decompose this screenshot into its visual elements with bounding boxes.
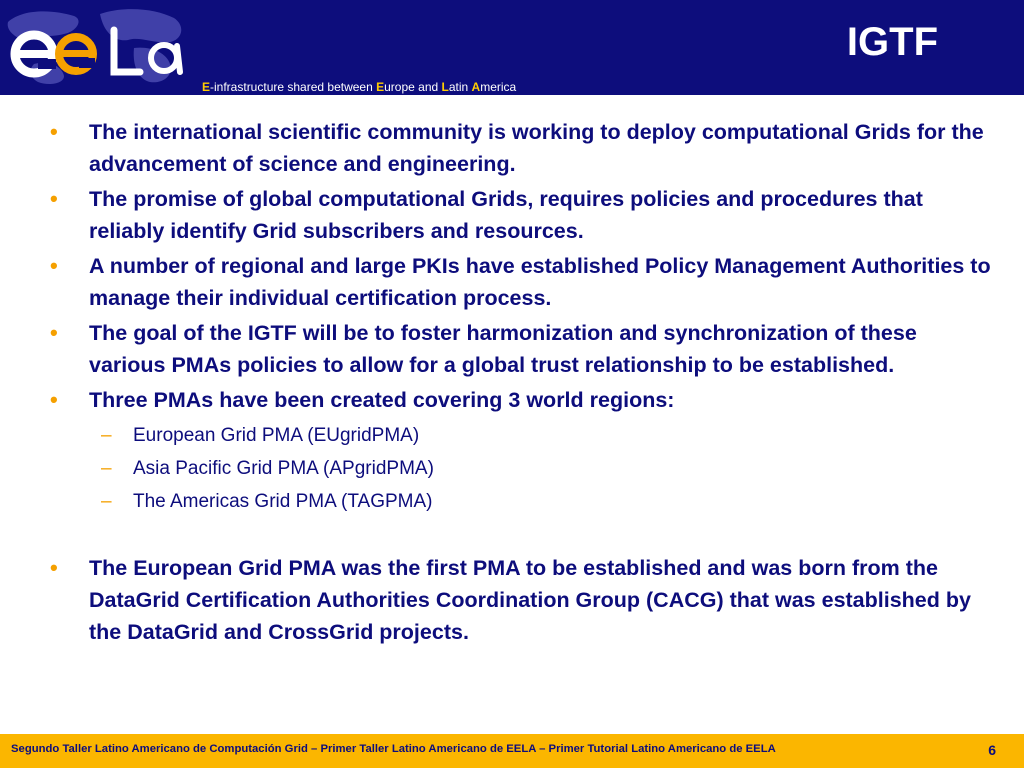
sub-bullet-item bbox=[89, 452, 994, 485]
slide-title: IGTF bbox=[846, 20, 938, 64]
sub-bullet-dash: – bbox=[101, 458, 112, 479]
bullet-text: The promise of global computational Grids, requires policies and procedures that reliably identify Grid subscribers and resources. bbox=[89, 187, 923, 243]
bullet-list bbox=[0, 116, 1024, 648]
slide-footer bbox=[0, 734, 1024, 768]
bullet-item bbox=[0, 552, 1024, 648]
sub-bullet-dash: – bbox=[101, 425, 112, 446]
sub-bullet-item bbox=[89, 485, 994, 518]
bullet-text: The European Grid PMA was the first PMA to be established and was born from the DataGrid Certification Authorities Coordination Group (CACG) that was established by the DataGrid and CrossGrid projects. bbox=[89, 556, 971, 644]
tagline-part: -infrastructure shared between bbox=[210, 80, 377, 94]
bullet-text: Three PMAs have been created covering 3 world regions: bbox=[89, 388, 675, 412]
sub-bullet-text: Asia Pacific Grid PMA (APgridPMA) bbox=[133, 458, 434, 479]
tagline-part: urope and bbox=[384, 80, 442, 94]
bullet-text: The international scientific community is working to deploy computational Grids for the advancement of science and engineering. bbox=[89, 120, 984, 176]
list-spacer bbox=[0, 521, 1024, 549]
tagline-part: merica bbox=[480, 80, 517, 94]
tagline-e: E bbox=[202, 80, 211, 94]
sub-bullet-dash: – bbox=[101, 491, 112, 512]
slide-header bbox=[0, 0, 1024, 95]
slide-content bbox=[0, 116, 1024, 651]
bullet-item bbox=[0, 116, 1024, 180]
tagline-latin-initial: L bbox=[441, 80, 449, 94]
bullet-dot: • bbox=[50, 186, 58, 211]
bullet-item bbox=[0, 250, 1024, 314]
tagline-part: atin bbox=[448, 80, 472, 94]
page-number: 6 bbox=[988, 742, 996, 758]
tagline-europe-initial: E bbox=[376, 80, 385, 94]
sub-bullet-text: The Americas Grid PMA (TAGPMA) bbox=[133, 491, 433, 512]
bullet-item bbox=[0, 183, 1024, 247]
bullet-dot: • bbox=[50, 253, 58, 278]
sub-bullet-list bbox=[89, 419, 994, 518]
footer-text: Segundo Taller Latino Americano de Computación Grid – Primer Taller Latino Americano de EELA – Primer Tutorial Latino Americano de EELA bbox=[11, 743, 776, 755]
bullet-dot: • bbox=[50, 320, 58, 345]
bullet-dot: • bbox=[50, 387, 58, 412]
bullet-dot: • bbox=[50, 555, 58, 580]
bullet-text: The goal of the IGTF will be to foster harmonization and synchronization of these various PMAs policies to allow for a global trust relationship to be established. bbox=[89, 321, 917, 377]
tagline-america-initial: A bbox=[471, 80, 481, 94]
bullet-item bbox=[0, 317, 1024, 381]
sub-bullet-item bbox=[89, 419, 994, 452]
sub-bullet-text: European Grid PMA (EUgridPMA) bbox=[133, 425, 420, 446]
bullet-dot: • bbox=[50, 119, 58, 144]
bullet-text: A number of regional and large PKIs have established Policy Management Authorities to manage their individual certification process. bbox=[89, 254, 991, 310]
eela-logo bbox=[4, 4, 194, 88]
tagline bbox=[202, 80, 516, 94]
bullet-item bbox=[0, 384, 1024, 518]
